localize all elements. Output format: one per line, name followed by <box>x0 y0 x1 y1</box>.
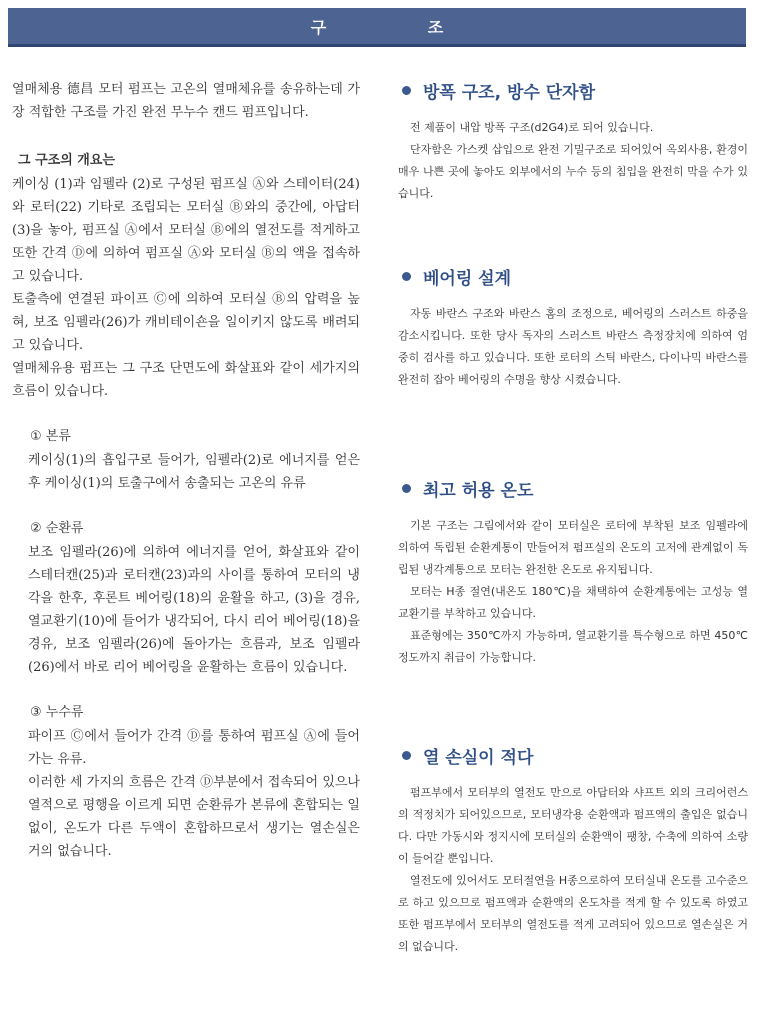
section-body <box>398 117 748 205</box>
closing-paragraph: 이러한 세 가지의 흐름은 간격 Ⓓ부분에서 접속되어 있으나 열적으로 평행을 이르게 되면 순환류가 본류에 혼합되는 일없이, 온도가 다른 두액이 혼합하므로서 생기는 열손실은 거의 없습니다. <box>28 775 360 859</box>
section-bearing-design <box>398 264 748 476</box>
overview-paragraph-3: 열매체유용 펌프는 그 구조 단면도에 화살표와 같이 세가지의 흐름이 있습니다. <box>12 361 360 399</box>
left-column <box>12 78 360 863</box>
section-heading-text: 최고 허용 온도 <box>423 481 534 501</box>
flow-leakage-text: 파이프 Ⓒ에서 들어가 간격 Ⓓ를 통하여 펌프실 Ⓐ에 들어가는 유류. <box>28 729 360 767</box>
overview-paragraph-2: 토출측에 연결된 파이프 Ⓒ에 의하여 모터실 Ⓑ의 압력을 높혀, 보조 임펠라(26)가 캐비테이숀을 일이키지 않도록 배려되고 있습니다. <box>12 292 360 353</box>
section-heading-text: 베어링 설계 <box>423 269 512 289</box>
section-explosion-proof <box>398 78 748 264</box>
section-paragraph: 단자함은 가스켓 삽입으로 완전 기밀구조로 되어있어 옥외사용, 환경이 매우 나쁜 곳에 놓아도 외부에서의 누수 등의 침입을 완전히 막을 수가 있습니다. <box>398 143 748 200</box>
section-max-temperature <box>398 476 748 743</box>
section-paragraph: 펌프부에서 모터부의 열전도 만으로 아답터와 샤프트 외의 크리어런스의 적정치가 되어있으므로, 모터냉각용 순환액과 펌프액의 출입은 없습니다. 다만 가동시와 정지시에 모터실의 순환액이 팽창, 수축에 의하여 소량이 들어갈 뿐입니다. <box>398 786 748 865</box>
section-body <box>398 782 748 958</box>
bullet-icon <box>402 484 411 493</box>
intro-paragraph: 열매체용 德昌 모터 펌프는 고온의 열매체유를 송유하는데 가장 적합한 구조를 가진 완전 무누수 캔드 펌프입니다. <box>12 82 360 120</box>
section-paragraph: 열전도에 있어서도 모터절연을 H종으로하여 모터실내 온도를 고수준으로 하고 있으므로 펌프액과 순환액의 온도차를 적게 할 수 있도록 하였고 또한 펌프부에서 모터부의 열전도를 적게 고려되어 있으므로 열손실은 거의 없습니다. <box>398 874 748 953</box>
section-paragraph: 모터는 H종 절연(내온도 180℃)을 채택하여 순환계통에는 고성능 열교환기를 부착하고 있습니다. <box>398 585 748 620</box>
section-heading <box>402 743 748 768</box>
section-paragraph: 자동 바란스 구조와 바란스 홈의 조정으로, 베어링의 스러스트 하중을 감소시킵니다. 또한 당사 독자의 스러스트 바란스 측정장치에 의하여 엄중히 검사를 하고 있습니다. 또한 로터의 스틱 바란스, 다이나믹 바란스를 완전히 잡아 베어링의 수명을 향상 시켰습니다. <box>398 307 748 386</box>
section-heading-text: 열 손실이 적다 <box>423 748 534 768</box>
section-heading <box>402 476 748 501</box>
section-paragraph: 전 제품이 내압 방폭 구조(d2G4)로 되어 있습니다. <box>410 121 654 134</box>
section-paragraph: 표준형에는 350℃까지 가능하며, 열교환기를 특수형으로 하면 450℃정도까지 취급이 가능합니다. <box>398 629 748 664</box>
bullet-icon <box>402 751 411 760</box>
section-heading <box>402 264 748 289</box>
bullet-icon <box>402 86 411 95</box>
flow-circulation <box>12 517 360 679</box>
flow-circulation-text: 보조 임펠라(26)에 의하여 에너지를 얻어, 화살표와 같이 스테터캔(25)과 로터캔(23)과의 사이를 통하여 모터의 냉각을 한후, 후론트 베어링(18)의 윤활을 하고, (3)을 경유, 열교환기(10)에 들어가 냉각되어, 다시 리어 베어링(18)을 경유, 보조 임펠라(26)에 돌아가는 흐름과, 보조 임펠라(26)에서 바로 리어 베어링을 윤활하는 흐름이 있습니다. <box>28 545 360 675</box>
overview-paragraph-1: 케이싱 (1)과 임펠라 (2)로 구성된 펌프실 Ⓐ와 스테이터(24)와 로터(22) 기타로 조립되는 모터실 Ⓑ와의 중간에, 아답터(3)을 놓아, 펌프실 Ⓐ에서 모터실 Ⓑ에의 열전도를 적게하고 또한 간격 Ⓓ에 의하여 펌프실 Ⓐ와 모터실 Ⓑ의 액을 접속하고 있습니다. <box>12 177 360 284</box>
flow-leakage-title: ③ 누수류 <box>30 705 84 720</box>
section-body <box>398 515 748 669</box>
section-body <box>398 303 748 391</box>
flow-leakage <box>12 701 360 771</box>
section-heading-text: 방폭 구조, 방수 단자함 <box>423 83 596 103</box>
flow-main <box>12 425 360 495</box>
flow-main-title: ① 본류 <box>30 429 71 444</box>
overview-heading: 그 구조의 개요는 <box>18 153 115 168</box>
flow-circulation-title: ② 순환류 <box>30 521 84 536</box>
right-column <box>398 78 748 958</box>
section-title: 구 조 <box>310 17 492 37</box>
section-low-heat-loss <box>398 743 748 958</box>
section-paragraph: 기본 구조는 그림에서와 같이 모터실은 로터에 부착된 보조 임펠라에 의하여 독립된 순환계통이 만들어져 펌프실의 온도의 고저에 관계없이 독립된 냉각계통으로 모터는 완전한 온도로 유지됩니다. <box>398 519 748 576</box>
section-heading <box>402 78 748 103</box>
bullet-icon <box>402 272 411 281</box>
section-header-bar <box>8 8 746 47</box>
flow-main-text: 케이싱(1)의 흡입구로 들어가, 임펠라(2)로 에너지를 얻은 후 케이싱(1)의 토출구에서 송출되는 고온의 유류 <box>28 453 360 491</box>
